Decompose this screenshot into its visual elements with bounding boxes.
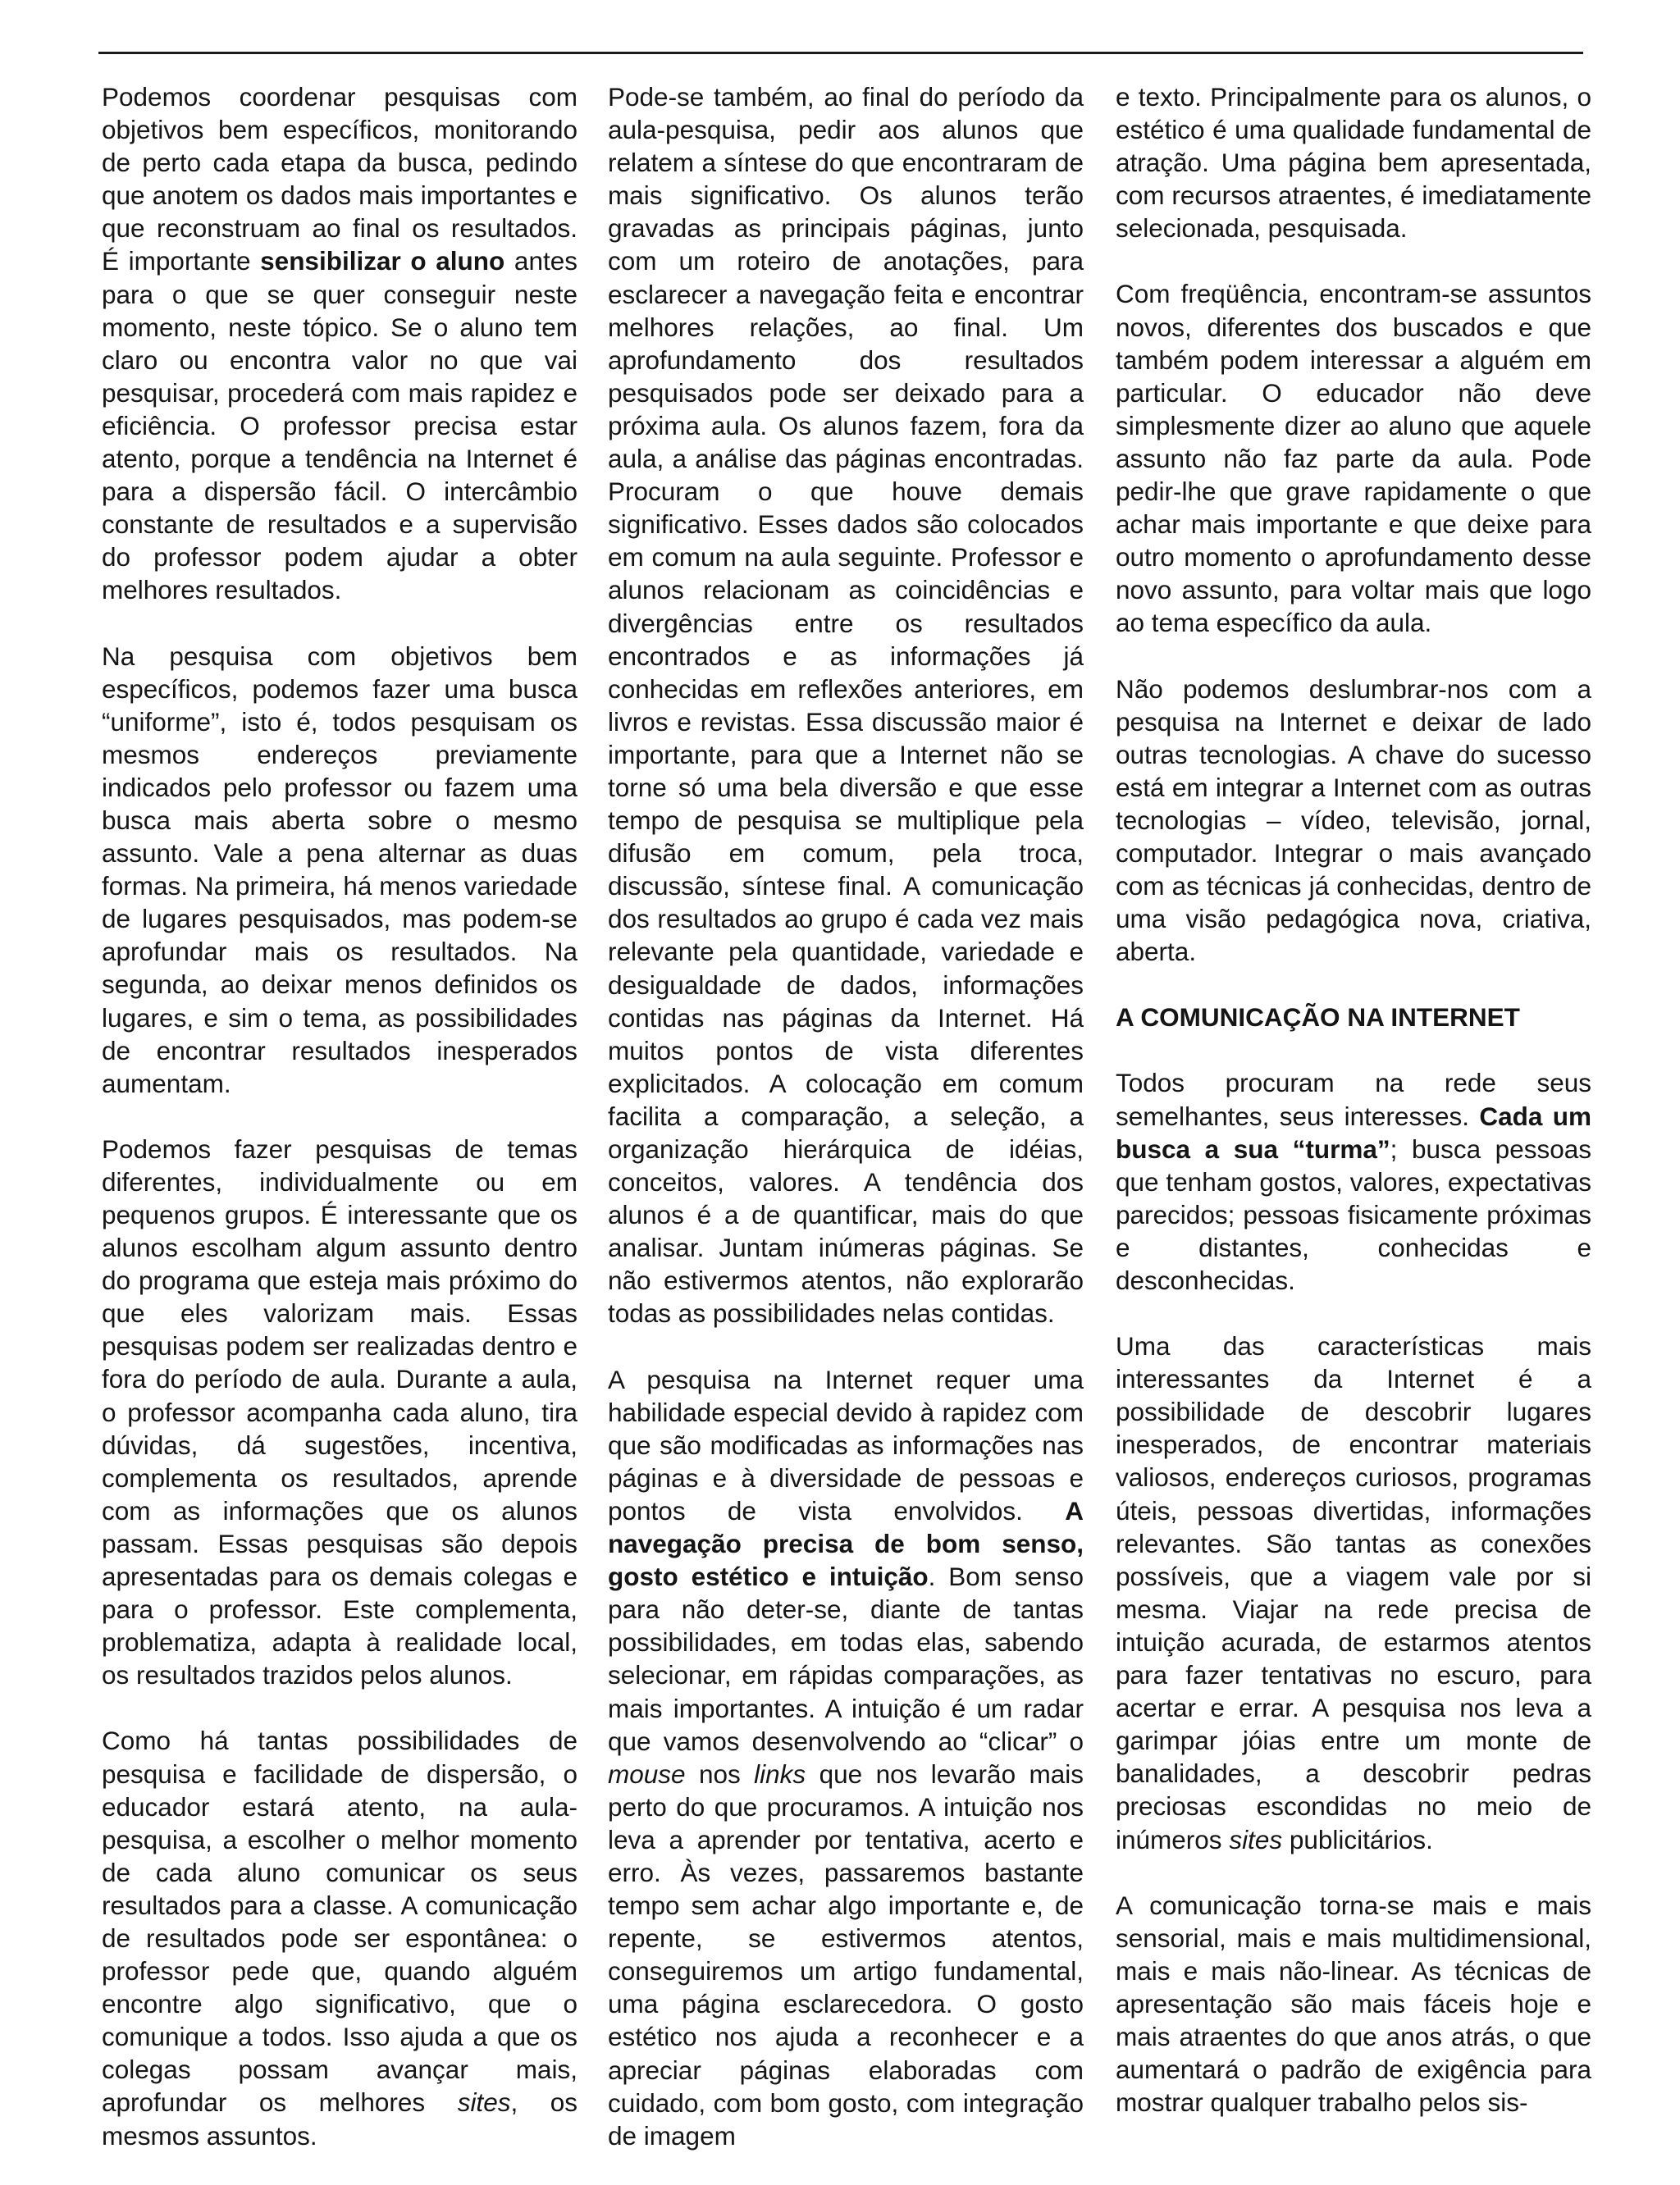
paragraph: Uma das características mais interessantes da Internet é a possibilidade de descobrir lugares inesperados, de encontrar materiais valiosos, endereços curiosos, programas úteis, pessoas divertidas, informações relevantes. São tantas as conexões possíveis, que a viagem vale por si mesma. Viajar na rede precisa de intuição acurada, de estarmos atentos para fazer tentativas no escuro, para acertar e errar. A pesquisa nos leva a garimpar jóias entre um monte de banalidades, a descobrir pedras preciosas escondidas no meio de inúmeros sites publicitários.: [1116, 1331, 1591, 1854]
column-1: [102, 80, 578, 2185]
paragraph: Todos procuram na rede seus semelhantes, seus interesses. Cada um busca a sua “turma”; busca pessoas que tenham gostos, valores, expectativas parecidos; pessoas fisicamente próximas e distantes, conhecidas e desconhecidas.: [1116, 1068, 1592, 1295]
paragraph: e texto. Principalmente para os alunos, o estético é uma qualidade fundamental de atração. Uma página bem apresentada, com recursos atraentes, é imediatamente selecionada, pesquisada.: [1116, 82, 1591, 244]
paragraph: Na pesquisa com objetivos bem específicos, podemos fazer uma busca “uniforme”, isto é, todos pesquisam os mesmos endereços previamente indicados pelo professor ou fazem uma busca mais aberta sobre o mesmo assunto. Vale a pena alternar as duas formas. Na primeira, há menos variedade de lugares pesquisados, mas podem-se aprofundar mais os resultados. Na segunda, ao deixar menos definidos os lugares, e sim o tema, as possibilidades de encontrar resultados inesperados aumentam.: [102, 641, 578, 1098]
column-3: [1116, 80, 1591, 2151]
column-2: [608, 80, 1084, 2185]
top-rule: [98, 52, 1583, 54]
paragraph: Com freqüência, encontram-se assuntos novos, diferentes dos buscados e que também podem interessar a alguém em particular. O educador não deve simplesmente dizer ao aluno que aquele assunto não faz parte da aula. Pode pedir-lhe que grave rapidamente o que achar mais importante e que deixe para outro momento o aprofundamento desse novo assunto, para voltar mais que logo ao tema específico da aula.: [1116, 279, 1591, 638]
paragraph: A pesquisa na Internet requer uma habilidade especial devido à rapidez com que são modificadas as informações nas páginas e à diversidade de pessoas e pontos de vista envolvidos. A navegação precisa de bom senso, gosto estético e intuição. Bom senso para não deter-se, diante de tantas possibilidades, em todas elas, sabendo selecionar, em rápidas comparações, as mais importantes. A intuição é um radar que vamos desenvolvendo ao “clicar” o mouse nos links que nos levarão mais perto do que procuramos. A intuição nos leva a aprender por tentativa, acerto e erro. Às vezes, passaremos bastante tempo sem achar algo importante e, de repente, se estivermos atentos, conseguiremos um artigo fundamental, uma página esclarecedora. O gosto estético nos ajuda a reconhecer e a apreciar páginas elaboradas com cuidado, com bom gosto, com integração de imagem: [608, 1364, 1084, 2151]
paragraph: A comunicação torna-se mais e mais sensorial, mais e mais multidimensional, mais e mais não-linear. As técnicas de apresentação são mais fáceis hoje e mais atraentes do que anos atrás, o que aumentará o padrão de exigência para mostrar qualquer trabalho pelos sis-: [1116, 1890, 1591, 2118]
paragraph: Podemos fazer pesquisas de temas diferentes, individualmente ou em pequenos grupos. É interessante que os alunos escolham algum assunto dentro do programa que esteja mais próximo do que eles valorizam mais. Essas pesquisas podem ser realizadas dentro e fora do período de aula. Durante a aula, o professor acompanha cada aluno, tira dúvidas, dá sugestões, incentiva, complementa os resultados, aprende com as informações que os alunos passam. Essas pesquisas são depois apresentadas para os demais colegas e para o professor. Este complementa, problematiza, adapta à realidade local, os resultados trazidos pelos alunos.: [102, 1134, 578, 1690]
paragraph: Não podemos deslumbrar-nos com a pesquisa na Internet e deixar de lado outras tecnologias. A chave do sucesso está em integrar a Internet com as outras tecnologias – vídeo, televisão, jornal, computador. Integrar o mais avançado com as técnicas já conhecidas, dentro de uma visão pedagógica nova, criativa, aberta.: [1116, 673, 1591, 967]
section-heading: A COMUNICAÇÃO NA INTERNET: [1116, 1002, 1520, 1033]
paragraph: Como há tantas possibilidades de pesquisa e facilidade de dispersão, o educador estará atento, na aula-pesquisa, a escolher o melhor momento de cada aluno comunicar os seus resultados para a classe. A comunicação de resultados pode ser espontânea: o professor pede que, quando alguém encontre algo significativo, que o comunique a todos. Isso ajuda a que os colegas possam avançar mais, aprofundar os melhores sites, os mesmos assuntos.: [102, 1726, 578, 2151]
paragraph: Podemos coordenar pesquisas com objetivos bem específicos, monitorando de perto cada etapa da busca, pedindo que anotem os dados mais importantes e que reconstruam ao final os resultados. É importante sensibilizar o aluno antes para o que se quer conseguir neste momento, neste tópico. Se o aluno tem claro ou encontra valor no que vai pesquisar, procederá com mais rapidez e eficiência. O professor precisa estar atento, porque a tendência na Internet é para a dispersão fácil. O intercâmbio constante de resultados e a supervisão do professor podem ajudar a obter melhores resultados.: [102, 82, 578, 605]
paragraph: Pode-se também, ao final do período da aula-pesquisa, pedir aos alunos que relatem a síntese do que encontraram de mais significativo. Os alunos terão gravadas as principais páginas, junto com um roteiro de anotações, para esclarecer a navegação feita e encontrar melhores relações, ao final. Um aprofundamento dos resultados pesquisados pode ser deixado para a próxima aula. Os alunos fazem, fora da aula, a análise das páginas encontradas. Procuram o que houve demais significativo. Esses dados são colocados em comum na aula seguinte. Professor e alunos relacionam as coincidências e divergências entre os resultados encontrados e as informações já conhecidas em reflexões anteriores, em livros e revistas. Essa discussão maior é importante, para que a Internet não se torne só uma bela diversão e que esse tempo de pesquisa se multiplique pela difusão em comum, pela troca, discussão, síntese final. A comunicação dos resultados ao grupo é cada vez mais relevante pela quantidade, variedade e desigualdade de dados, informações contidas nas páginas da Internet. Há muitos pontos de vista diferentes explicitados. A colocação em comum facilita a comparação, a seleção, a organização hierárquica de idéias, conceitos, valores. A tendência dos alunos é a de quantificar, mais do que analisar. Juntam inúmeras páginas. Se não estivermos atentos, não explorarão todas as possibilidades nelas contidas.: [608, 82, 1084, 1329]
